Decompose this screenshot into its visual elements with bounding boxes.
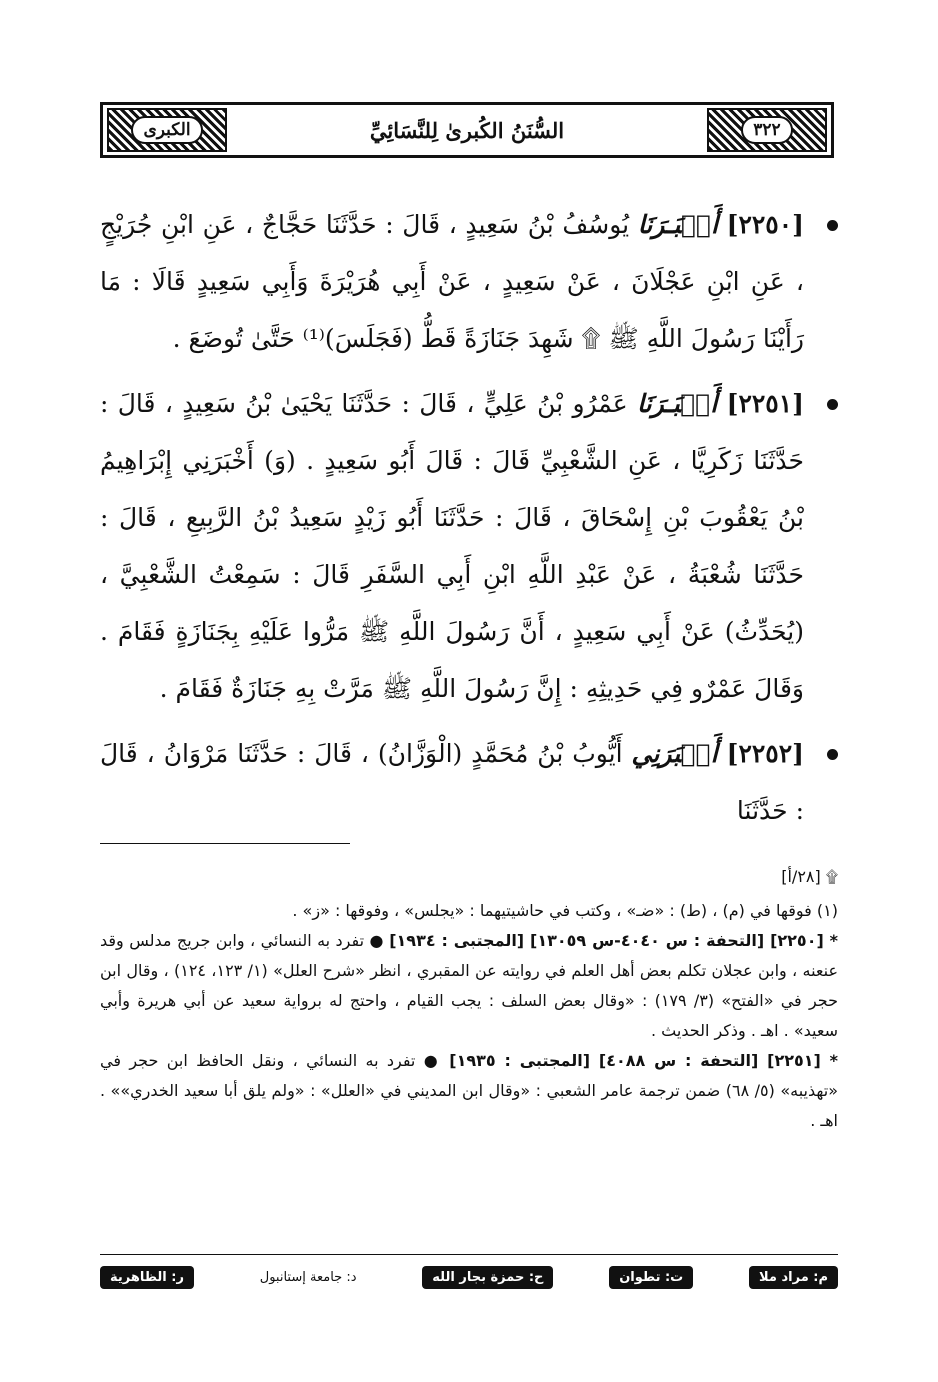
hadith-body: أَيُّوبُ بْنُ مُحَمَّدٍ (الْوَزَّانُ) ، قَالَ : حَدَّثَنَا مَرْوَانُ ، قَالَ : حَدَّثَنَا [100,739,804,825]
akhbarana: أَخۡبَرَنِي [631,739,718,768]
siglum-m: م: مراد ملا [749,1266,838,1289]
siglum-h: ح: حمزة بجار الله [422,1266,553,1289]
hadith-2251 [100,375,838,717]
bullet-icon [827,220,838,231]
hadith-number: [٢٢٥٢] [726,739,804,768]
hadith-body: عَمْرُو بْنُ عَلِيٍّ ، قَالَ : حَدَّثَنَا يَحْيَىٰ بْنُ سَعِيدٍ ، قَالَ : حَدَّثَنَا زَكَرِيَّا ، عَنِ الشَّعْبِيِّ قَالَ : قَالَ أَبُو سَعِيدٍ . (وَ) أَخْبَرَنِي إِبْرَاهِيمُ بْنُ يَعْقُوبَ بْنِ إِسْحَاقَ ، قَالَ : حَدَّثَنَا أَبُو زَيْدٍ سَعِيدُ بْنُ الرَّبِيعِ ، قَالَ : حَدَّثَنَا شُعْبَةُ ، عَنْ عَبْدِ اللَّهِ ابْنِ أَبِي السَّفَرِ قَالَ : سَمِعْتُ الشَّعْبِيَّ ، (يُحَدِّثُ) عَنْ أَبِي سَعِيدٍ ، أَنَّ رَسُولَ اللَّهِ ﷺ مَرُّوا عَلَيْهِ بِجَنَازَةٍ فَقَامَ . وَقَالَ عَمْرٌو فِي حَدِيثِهِ : إِنَّ رَسُولَ اللَّهِ ﷺ مَرَّتْ بِهِ جَنَازَةٌ فَقَامَ . [100,389,804,703]
bullet-icon [827,399,838,410]
hadith-2250 [100,196,838,367]
page-number: ٣٢٢ [741,116,792,144]
footnote-divider [100,843,350,844]
footnotes [100,862,838,1136]
hadith-number: [٢٢٥٠] [726,210,804,239]
hadith-text [100,196,838,847]
takhrij-2251 [100,1046,838,1136]
header-logo-ornament [107,108,227,152]
footnote-1: (١) فوقها في (م) ، (ط) : «ضـ» ، وكتب في حاشيتيهما : «يجلس» ، وفوقها : «ز» . [292,901,838,920]
book-title: السُّنَنُ الكُبرىٰ لِلنَّسَائِيِّ [369,117,565,143]
takhrij-2250 [100,926,838,1046]
akhbarana: أَخۡبَـرَنَا [637,210,718,239]
siglum-d: د: جامعة إستانبول [259,1269,357,1285]
manuscript-sigla-bar [100,1262,838,1292]
takhrij-text: ● تفرد به النسائي ، ونقل الحافظ ابن حجر في «تهذيبه» (٥/ ٦٨) ضمن ترجمة عامر الشعبي : «وقال ابن المديني في «العلل» : «ولم يلق أبا سعيد الخدري»» . اهـ . [100,1051,839,1130]
takhrij-ref: * [٢٢٥١] [التحفة : س ٤٠٨٨] [المجتبى : ١٩٣٥] [449,1051,839,1070]
hadith-2252 [100,725,838,839]
book-logo: الكبرى [131,116,202,144]
takhrij-text: ● تفرد به النسائي ، وابن جريج مدلس وقد عنعنه ، وابن عجلان تكلم بعض أهل العلم في روايته عن المقبري ، انظر «شرح العلل» (١/ ١٢٣، ١٢٤) ، وقال ابن حجر في «الفتح» (٣/ ١٧٩) : «وقال بعض السلف : يجب القيام ، واحتج له برواية سعيد عن أبي هريرة وأبي سعيد» . اهـ . وذكر الحديث . [100,931,839,1040]
takhrij-ref: * [٢٢٥٠] [التحفة : س ٤٠٤٠-س ١٣٠٥٩] [المجتبى : ١٩٣٤] [389,931,839,950]
hadith-body: يُوسُفُ بْنُ سَعِيدٍ ، قَالَ : حَدَّثَنَا حَجَّاجٌ ، عَنِ ابْنِ جُرَيْجٍ ، عَنِ ابْنِ عَجْلَانَ ، عَنْ سَعِيدٍ ، عَنْ أَبِي هُرَيْرَةَ وَأَبِي سَعِيدٍ قَالَا : مَا رَأَيْنَا رَسُولَ اللَّهِ ﷺ ۩ شَهِدَ جَنَازَةً قَطُّ (فَجَلَسَ)⁽¹⁾ حَتَّىٰ تُوضَعَ . [100,210,804,353]
hadith-number: [٢٢٥١] [726,389,805,418]
bullet-icon [827,749,838,760]
akhbarana: أَخۡبَـرَنَا [637,389,718,418]
siglum-t: ت: تطوان [609,1266,693,1289]
bottom-divider [100,1254,838,1255]
page-number-ornament [707,108,827,152]
page-header [100,102,834,158]
folio-marker: ۩ [٢٨/أ] [781,867,838,886]
siglum-r: ر: الظاهرية [100,1266,194,1289]
